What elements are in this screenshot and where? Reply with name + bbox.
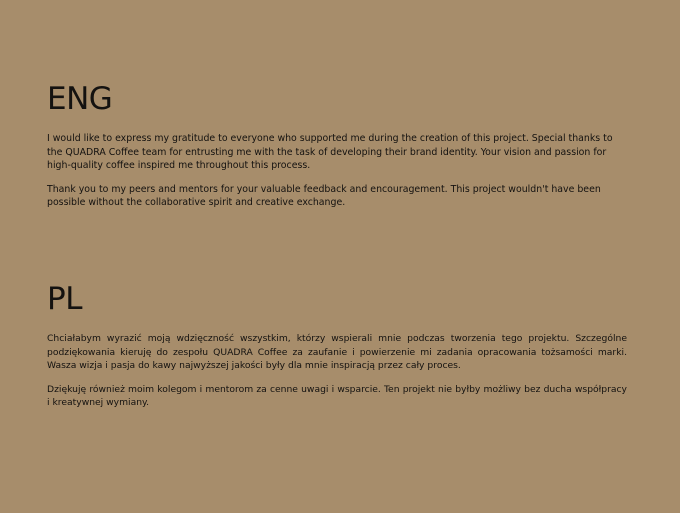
heading-eng: ENG: [47, 81, 113, 117]
heading-pl: PL: [47, 281, 82, 317]
pl-paragraph-2: Dziękuję również moim kolegom i mentorom za cenne uwagi i wsparcie. Ten projekt nie byłby możliwy bez ducha współpracy i kreatywnej wymiany.: [47, 383, 627, 408]
section-pl: [47, 280, 627, 420]
eng-paragraph-2: Thank you to my peers and mentors for your valuable feedback and encouragement. This project wouldn't have been possible without the collaborative spirit and creative exchange.: [47, 183, 601, 208]
eng-paragraph-1: I would like to express my gratitude to everyone who supported me during the creation of this project. Special thanks to the QUADRA Coffee team for entrusting me with the task of developing their brand identity. Your vision and passion for high-quality coffee inspired me throughout this process.: [47, 133, 613, 171]
section-eng: [47, 80, 627, 220]
pl-paragraph-1: Chciałabym wyrazić moją wdzięczność wszystkim, którzy wspierali mnie podczas tworzenia tego projektu. Szczególne podziękowania kieruję do zespołu QUADRA Coffee za zaufanie i powierzenie mi zadania opracowania tożsamości marki. Wasza wizja i pasja do kawy najwyższej jakości były dla mnie inspiracją przez cały proces.: [47, 333, 627, 371]
